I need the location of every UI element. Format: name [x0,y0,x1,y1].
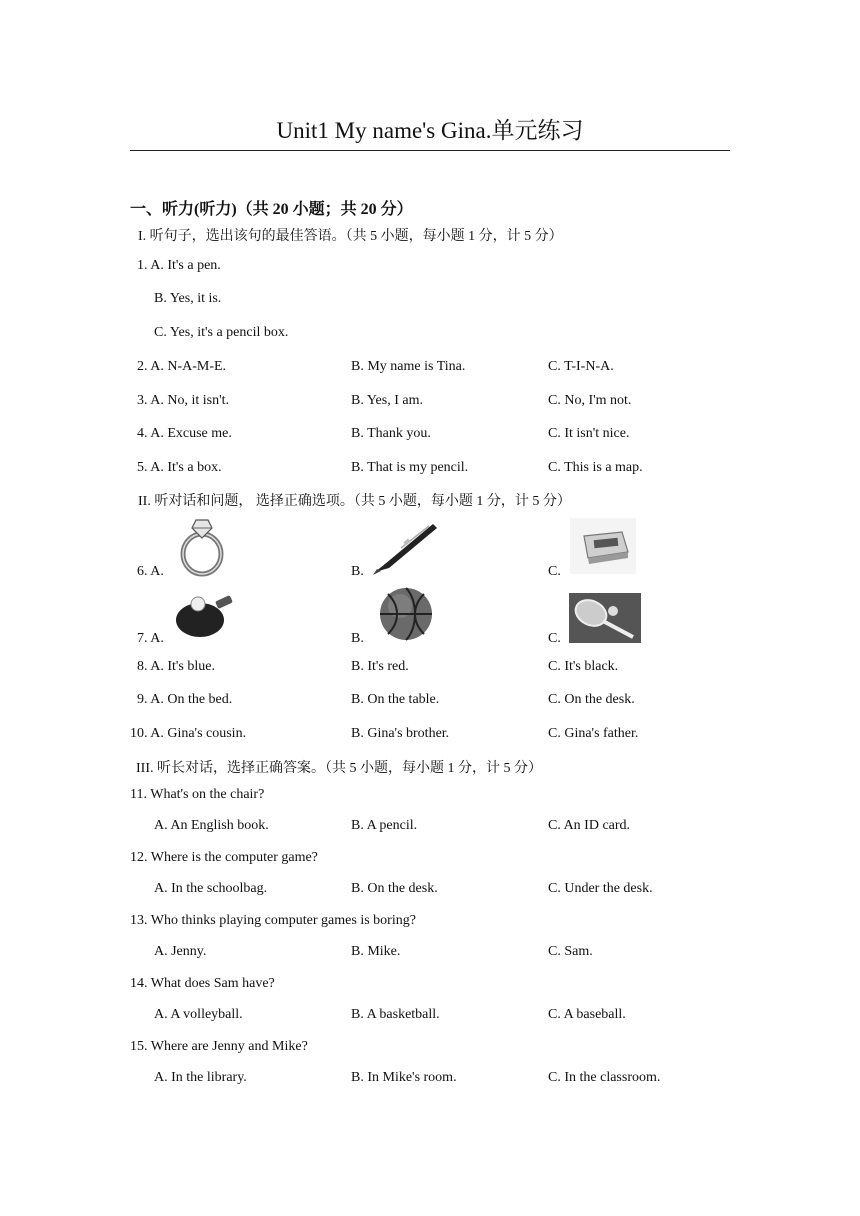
q8-option-b: B. It's red. [351,659,409,674]
q9-option-c: C. On the desk. [548,692,635,707]
q12-option-c: C. Under the desk. [548,881,653,896]
q11-option-a: A. An English book. [154,818,269,833]
part-2-instruction: II. 听对话和问题， 选择正确选项。（共 5 小题，每小题 1 分，计 5 分） [138,494,571,509]
eraser-icon [570,518,636,574]
q12-option-b: B. On the desk. [351,881,438,896]
q2-option-b: B. My name is Tina. [351,359,466,374]
q15-option-a: A. In the library. [154,1070,247,1085]
ring-icon [174,516,230,578]
q3-option-c: C. No, I'm not. [548,393,632,408]
q6-label-a: 6. A. [137,564,164,579]
q9-option-a: 9. A. On the bed. [137,692,233,707]
q1-option-c: C. Yes, it's a pencil box. [154,325,289,340]
q13-option-c: C. Sam. [548,944,593,959]
q3-option-b: B. Yes, I am. [351,393,423,408]
q12-option-a: A. In the schoolbag. [154,881,268,896]
pen-icon [371,518,441,576]
q5-option-b: B. That is my pencil. [351,460,469,475]
q7-label-a: 7. A. [137,631,164,646]
q14-option-a: A. A volleyball. [154,1007,243,1022]
q11-option-c: C. An ID card. [548,818,631,833]
q6-label-b: B. [351,564,364,579]
q12-question: 12. Where is the computer game? [130,850,318,865]
q15-question: 15. Where are Jenny and Mike? [130,1039,308,1054]
q4-option-b: B. Thank you. [351,426,431,441]
q7-label-c: C. [548,631,561,646]
basketball-icon [378,586,434,642]
q11-option-b: B. A pencil. [351,818,418,833]
q1-option-a: 1. A. It's a pen. [137,258,221,273]
q2-option-a: 2. A. N-A-M-E. [137,359,227,374]
q1-option-b: B. Yes, it is. [154,291,222,306]
q9-option-b: B. On the table. [351,692,440,707]
q11-question: 11. What's on the chair? [130,787,265,802]
q2-option-c: C. T-I-N-A. [548,359,614,374]
q13-option-a: A. Jenny. [154,944,207,959]
q4-option-a: 4. A. Excuse me. [137,426,232,441]
q5-option-a: 5. A. It's a box. [137,460,222,475]
q3-option-a: 3. A. No, it isn't. [137,393,229,408]
part-3-instruction: III. 听长对话，选择正确答案。（共 5 小题，每小题 1 分，计 5 分） [136,761,542,776]
q14-option-b: B. A basketball. [351,1007,440,1022]
q10-option-c: C. Gina's father. [548,726,639,741]
q8-option-c: C. It's black. [548,659,619,674]
q15-option-c: C. In the classroom. [548,1070,661,1085]
q14-option-c: C. A baseball. [548,1007,626,1022]
q7-label-b: B. [351,631,364,646]
q10-option-b: B. Gina's brother. [351,726,450,741]
q13-question: 13. Who thinks playing computer games is boring? [130,913,416,928]
ping-pong-paddle-icon [172,584,238,644]
q15-option-b: B. In Mike's room. [351,1070,457,1085]
q6-label-c: C. [548,564,561,579]
title-divider [130,150,730,151]
q14-question: 14. What does Sam have? [130,976,275,991]
q8-option-a: 8. A. It's blue. [137,659,215,674]
part-1-instruction: I. 听句子，选出该句的最佳答语。（共 5 小题，每小题 1 分，计 5 分） [138,229,563,244]
q4-option-c: C. It isn't nice. [548,426,630,441]
page-title: Unit1 My name's Gina.单元练习 [276,118,584,143]
q13-option-b: B. Mike. [351,944,401,959]
tennis-racket-icon [569,593,641,643]
section-heading: 一、听力(听力)（共 20 小题；共 20 分） [130,201,413,218]
q5-option-c: C. This is a map. [548,460,643,475]
q10-option-a: 10. A. Gina's cousin. [130,726,247,741]
